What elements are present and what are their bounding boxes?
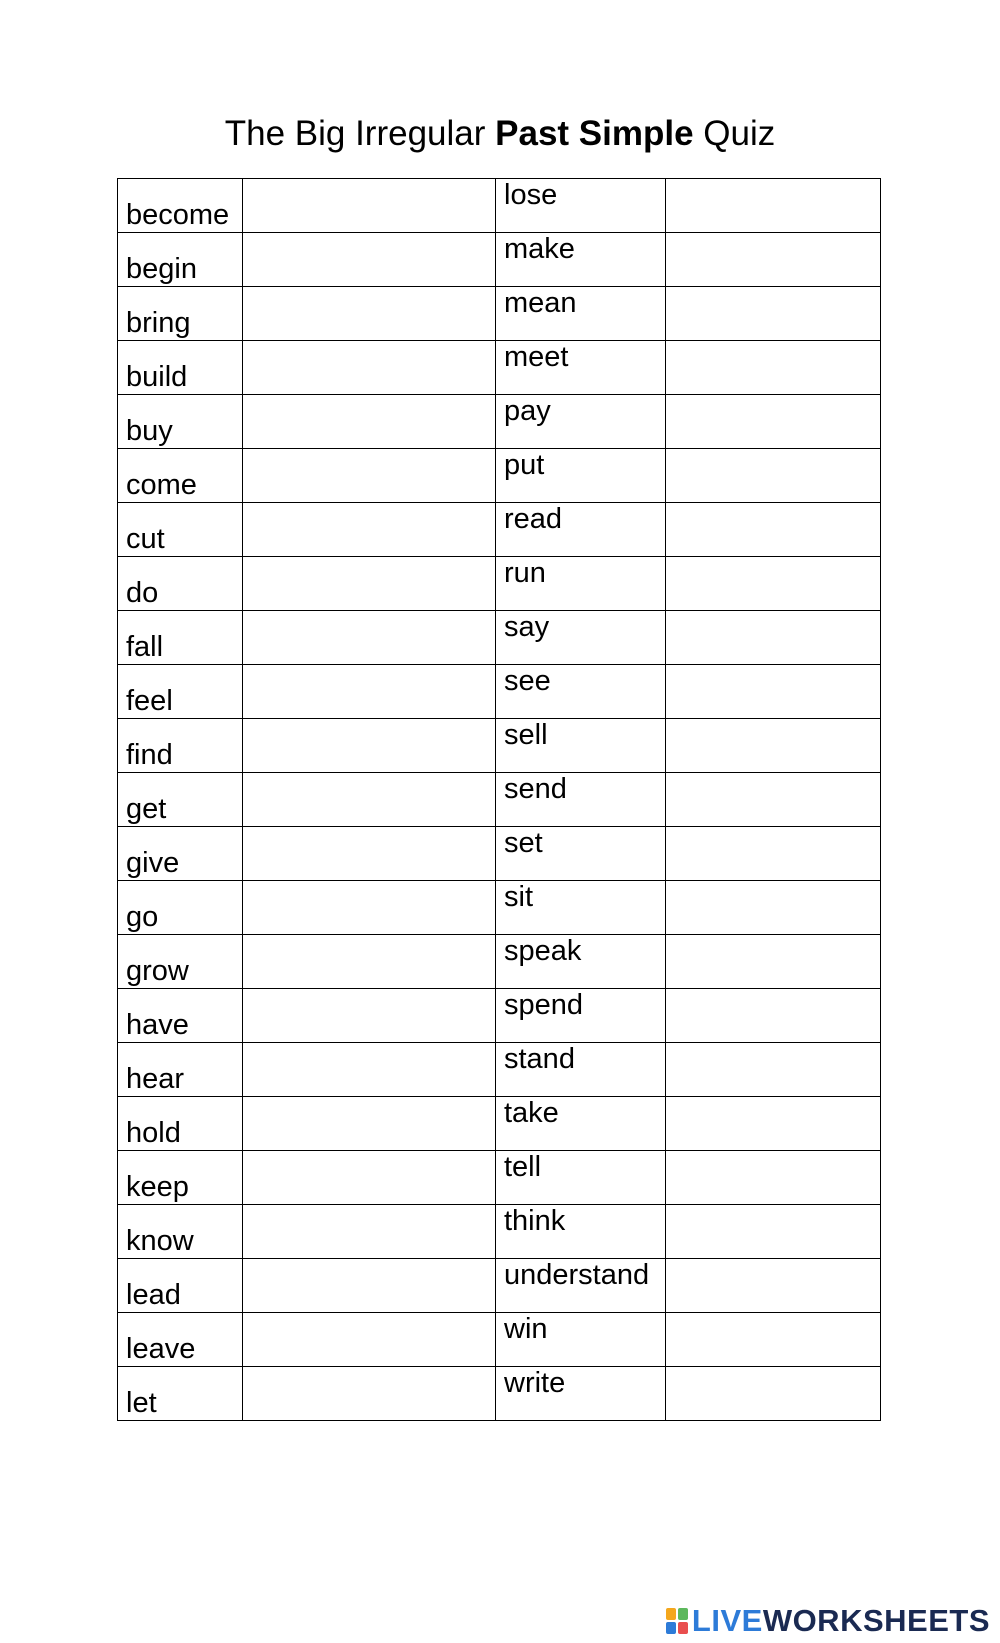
table-row xyxy=(118,611,881,665)
verb-cell: bring xyxy=(118,287,243,341)
answer-cell[interactable] xyxy=(666,503,881,557)
answer-cell[interactable] xyxy=(243,1043,496,1097)
answer-cell[interactable] xyxy=(666,719,881,773)
table-row xyxy=(118,395,881,449)
table-row xyxy=(118,989,881,1043)
title-part1: The Big Irregular xyxy=(224,114,496,153)
verb-cell: spend xyxy=(496,989,666,1043)
verb-cell: run xyxy=(496,557,666,611)
logo-square xyxy=(666,1622,676,1634)
verb-cell: leave xyxy=(118,1313,243,1367)
table-row xyxy=(118,557,881,611)
verb-cell: feel xyxy=(118,665,243,719)
table-row xyxy=(118,1259,881,1313)
answer-cell[interactable] xyxy=(666,395,881,449)
table-row xyxy=(118,449,881,503)
verb-cell: build xyxy=(118,341,243,395)
answer-cell[interactable] xyxy=(666,449,881,503)
answer-cell[interactable] xyxy=(243,1313,496,1367)
verb-cell: hear xyxy=(118,1043,243,1097)
logo-square xyxy=(678,1608,688,1620)
answer-cell[interactable] xyxy=(666,179,881,233)
answer-cell[interactable] xyxy=(666,989,881,1043)
answer-cell[interactable] xyxy=(666,611,881,665)
title-emphasis: Past Simple xyxy=(495,114,694,153)
answer-cell[interactable] xyxy=(243,395,496,449)
answer-cell[interactable] xyxy=(243,989,496,1043)
verb-cell: mean xyxy=(496,287,666,341)
verb-cell: think xyxy=(496,1205,666,1259)
verb-cell: tell xyxy=(496,1151,666,1205)
verb-table-body xyxy=(118,179,881,1421)
verb-cell: cut xyxy=(118,503,243,557)
table-row xyxy=(118,881,881,935)
table-row xyxy=(118,1367,881,1421)
verb-cell: have xyxy=(118,989,243,1043)
verb-cell: find xyxy=(118,719,243,773)
liveworksheets-logo xyxy=(666,1603,990,1639)
table-row xyxy=(118,233,881,287)
table-row xyxy=(118,827,881,881)
verb-cell: speak xyxy=(496,935,666,989)
verb-cell: become xyxy=(118,179,243,233)
answer-cell[interactable] xyxy=(243,665,496,719)
verb-cell: put xyxy=(496,449,666,503)
answer-cell[interactable] xyxy=(666,827,881,881)
verb-cell: do xyxy=(118,557,243,611)
answer-cell[interactable] xyxy=(666,1313,881,1367)
answer-cell[interactable] xyxy=(243,449,496,503)
table-row xyxy=(118,1205,881,1259)
verb-cell: set xyxy=(496,827,666,881)
answer-cell[interactable] xyxy=(243,1367,496,1421)
answer-cell[interactable] xyxy=(666,665,881,719)
table-row xyxy=(118,341,881,395)
answer-cell[interactable] xyxy=(243,341,496,395)
verb-cell: buy xyxy=(118,395,243,449)
answer-cell[interactable] xyxy=(666,1043,881,1097)
page-title xyxy=(0,112,1000,156)
brand-worksheets: WORKSHEETS xyxy=(762,1603,990,1638)
answer-cell[interactable] xyxy=(243,1259,496,1313)
logo-square xyxy=(666,1608,676,1620)
verb-cell: let xyxy=(118,1367,243,1421)
answer-cell[interactable] xyxy=(243,881,496,935)
answer-cell[interactable] xyxy=(666,773,881,827)
verb-cell: go xyxy=(118,881,243,935)
verb-cell: hold xyxy=(118,1097,243,1151)
answer-cell[interactable] xyxy=(666,233,881,287)
logo-icon xyxy=(666,1608,688,1634)
title-part3: Quiz xyxy=(693,114,776,153)
answer-cell[interactable] xyxy=(243,503,496,557)
answer-cell[interactable] xyxy=(243,1151,496,1205)
verb-cell: come xyxy=(118,449,243,503)
verb-cell: send xyxy=(496,773,666,827)
answer-cell[interactable] xyxy=(666,341,881,395)
answer-cell[interactable] xyxy=(243,611,496,665)
verb-cell: see xyxy=(496,665,666,719)
answer-cell[interactable] xyxy=(243,935,496,989)
verb-cell: stand xyxy=(496,1043,666,1097)
verb-cell: take xyxy=(496,1097,666,1151)
verb-cell: write xyxy=(496,1367,666,1421)
answer-cell[interactable] xyxy=(243,1205,496,1259)
verb-cell: meet xyxy=(496,341,666,395)
verb-cell: read xyxy=(496,503,666,557)
table-row xyxy=(118,773,881,827)
table-row xyxy=(118,665,881,719)
answer-cell[interactable] xyxy=(243,719,496,773)
verb-cell: give xyxy=(118,827,243,881)
verb-cell: get xyxy=(118,773,243,827)
answer-cell[interactable] xyxy=(666,287,881,341)
verb-cell: fall xyxy=(118,611,243,665)
table-row xyxy=(118,719,881,773)
answer-cell[interactable] xyxy=(243,1097,496,1151)
answer-cell[interactable] xyxy=(243,179,496,233)
table-row xyxy=(118,503,881,557)
table-row xyxy=(118,1043,881,1097)
verb-cell: understand xyxy=(496,1259,666,1313)
answer-cell[interactable] xyxy=(666,557,881,611)
answer-cell[interactable] xyxy=(243,773,496,827)
verb-cell: lead xyxy=(118,1259,243,1313)
table-row xyxy=(118,287,881,341)
answer-cell[interactable] xyxy=(666,1097,881,1151)
answer-cell[interactable] xyxy=(666,1367,881,1421)
table-row xyxy=(118,1313,881,1367)
answer-cell[interactable] xyxy=(243,557,496,611)
answer-cell[interactable] xyxy=(666,935,881,989)
answer-cell[interactable] xyxy=(243,233,496,287)
verb-cell: grow xyxy=(118,935,243,989)
answer-cell[interactable] xyxy=(243,287,496,341)
verb-table xyxy=(117,178,881,1421)
answer-cell[interactable] xyxy=(666,881,881,935)
brand-live: LIVE xyxy=(691,1603,763,1638)
verb-cell: begin xyxy=(118,233,243,287)
verb-cell: lose xyxy=(496,179,666,233)
table-row xyxy=(118,179,881,233)
verb-cell: win xyxy=(496,1313,666,1367)
answer-cell[interactable] xyxy=(666,1205,881,1259)
verb-cell: know xyxy=(118,1205,243,1259)
verb-cell: make xyxy=(496,233,666,287)
verb-cell: sell xyxy=(496,719,666,773)
answer-cell[interactable] xyxy=(243,827,496,881)
verb-cell: keep xyxy=(118,1151,243,1205)
verb-cell: sit xyxy=(496,881,666,935)
verb-cell: pay xyxy=(496,395,666,449)
table-row xyxy=(118,935,881,989)
table-row xyxy=(118,1097,881,1151)
answer-cell[interactable] xyxy=(666,1151,881,1205)
logo-square xyxy=(678,1622,688,1634)
table-row xyxy=(118,1151,881,1205)
answer-cell[interactable] xyxy=(666,1259,881,1313)
verb-cell: say xyxy=(496,611,666,665)
